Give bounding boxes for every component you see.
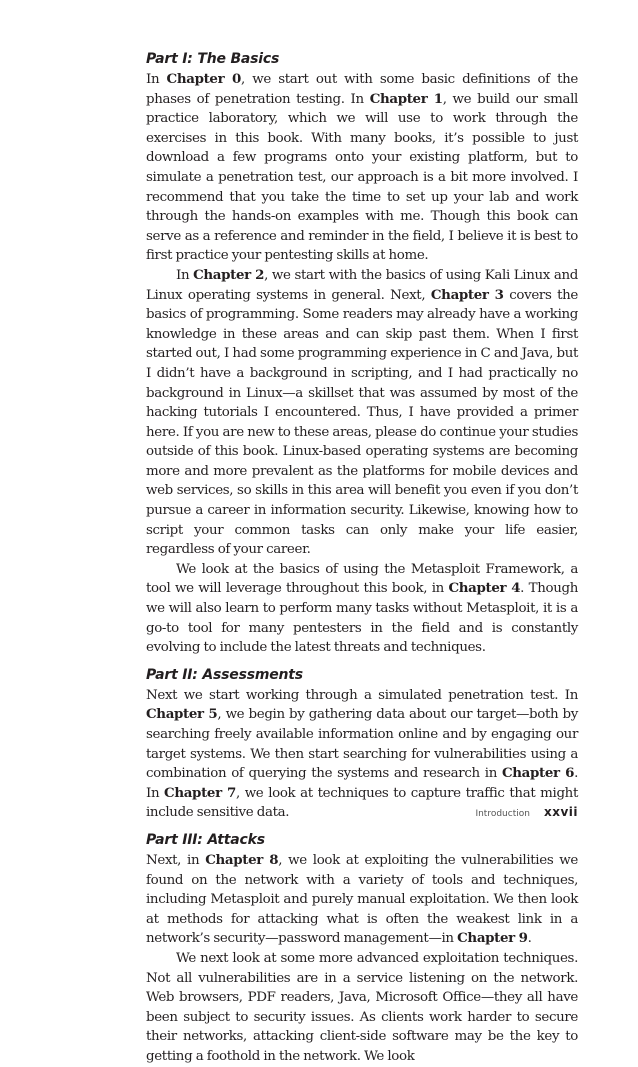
chapter-reference: Chapter 6 [501, 765, 575, 782]
page-content [146, 48, 578, 1067]
part2-heading: Part II: Assessments [146, 666, 303, 683]
part3-paragraph-1: Next, in Chapter 8, we look at exploiting the vulnerabilities we found on the network with a variety of tools and techniques, including Metasploit and purely manual exploitation. We then look at methods for attacking what is often the weakest link in a network’s security—password management—in Chapter 9. [146, 851, 578, 947]
part1-paragraph-3: We look at the basics of using the Metasploit Framework, a tool we will leverage throughout this book, in Chapter 4. Though we will also learn to perform many tasks without Metasploit, it is a go-to tool for many pentesters in the field and is constantly evolving to include the latest threats and techniques. [146, 561, 578, 656]
chapter-reference: Chapter 7 [164, 784, 236, 801]
chapter-reference: Chapter 8 [205, 851, 279, 868]
part3-paragraph-2: We next look at some more advanced exploitation techniques. Not all vulnerabilities are in a service listening on the network. Web browsers, PDF readers, Java, Microsoft Office—they all have been subject to security issues. As clients work harder to secure their networks, attacking client-side software may be the key to getting a foothold in the network. We look [146, 950, 578, 1064]
part3-heading: Part III: Attacks [146, 831, 265, 848]
chapter-reference: Chapter 2 [193, 266, 265, 283]
chapter-reference: Chapter 0 [166, 71, 241, 87]
part2-paragraph-1: Next we start working through a simulated penetration test. In Chapter 5, we begin by gathering data about our target—both by searching freely available information online and by engaging our target systems. We then start searching for vulnerabilities using a combination of querying the systems and research in Chapter 6. In Chapter 7, we look at techniques to capture traffic that might include sensitive data. [146, 687, 578, 821]
chapter-reference: Chapter 5 [146, 706, 218, 723]
part1-paragraph-2: In Chapter 2, we start with the basics of using Kali Linux and Linux operating systems in general. Next, Chapter 3 covers the basics of programming. Some readers may already have a working knowledge in these areas and can skip past them. When I first started out, I had some programming experience in C and Java, but I didn’t have a background in scripting, and I had practically no background in Linux—a skillset that was assumed by most of the hacking tutorials I encountered. Thus, I have provided a primer here. If you are new to these areas, please do continue your studies outside of this book. Linux-based operating systems are becoming more and more prevalent as the platforms for mobile devices and web services, so skills in this area will benefit you even if you don’t pursue a career in information security. Likewise, knowing how to script your common tasks can only make your life easier, regardless of your career. [146, 266, 578, 558]
footer-section-title: Introduction [475, 809, 530, 819]
chapter-reference: Chapter 3 [430, 286, 504, 303]
chapter-reference: Chapter 1 [369, 90, 443, 107]
part1-heading: Part I: The Basics [146, 51, 280, 67]
chapter-reference: Chapter 4 [448, 580, 521, 597]
page-footer [475, 805, 578, 819]
page-number: xxvii [543, 805, 578, 819]
chapter-reference: Chapter 9 [457, 930, 528, 947]
part1-paragraph-1: In Chapter 0, we start out with some basic definitions of the phases of penetration testing. In Chapter 1, we build our small practice laboratory, which we will use to work through the exercises in this book. With many books, it’s possible to just download a few programs onto your existing platform, but to simulate a penetration test, our approach is a bit more involved. I recommend that you take the time to set up your lab and work through the hands-on examples with me. Though this book can serve as a reference and reminder in the field, I believe it is best to first practice your pentesting skills at home. [146, 71, 578, 264]
